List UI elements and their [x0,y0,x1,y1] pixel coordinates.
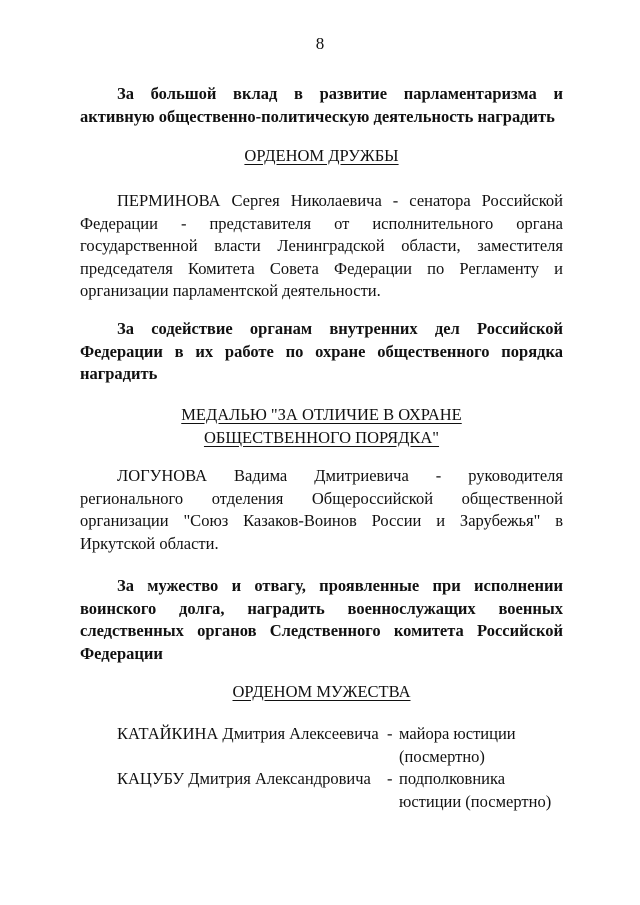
list-item [117,768,557,813]
recipient-rank: майора юстиции (посмертно) [399,724,516,766]
award-title-public-order-medal [80,404,563,449]
award-intro-2: За содействие органам внутренних дел Российской Федерации в их работе по охране общественного порядка наградить [80,319,563,383]
recipient-rank: подполковника юстиции (посмертно) [399,769,552,811]
page-number: 8 [315,34,325,53]
recipient-name: КАЦУБУ Дмитрия Александровича [117,769,371,788]
recipient-name: КАТАЙКИНА Дмитрия Алексеевича [117,724,379,743]
award-title-friendship-order: ОРДЕНОМ ДРУЖБЫ [244,146,399,165]
list-item [117,723,557,768]
courage-recipients-list [117,723,557,813]
separator-dash: - [387,769,393,788]
award-intro-1: За большой вклад в развитие парламентаризма и активную общественно-политическую деятельность наградить [80,84,563,126]
award-title-line-2: ОБЩЕСТВЕННОГО ПОРЯДКА" [203,427,440,447]
recipient-logunov: ЛОГУНОВА Вадима Дмитриевича - руководителя регионального отделения Общероссийской общественной организации "Союз Казаков-Воинов России и Зарубежья" в Иркутской области. [80,466,563,553]
award-intro-3: За мужество и отвагу, проявленные при исполнении воинского долга, наградить военнослужащих военных следственных органов Следственного комитета Российской Федерации [80,576,563,663]
recipient-perminov: ПЕРМИНОВА Сергея Николаевича - сенатора Российской Федерации - представителя от исполнительного органа государственной власти Ленинградской области, заместителя председателя Комитета Совета Федерации по Регламенту и организации парламентской деятельности. [80,191,563,300]
separator-dash: - [387,724,393,743]
award-title-line-1: МЕДАЛЬЮ "ЗА ОТЛИЧИЕ В ОХРАНЕ [181,405,462,424]
award-title-courage-order: ОРДЕНОМ МУЖЕСТВА [232,682,411,701]
